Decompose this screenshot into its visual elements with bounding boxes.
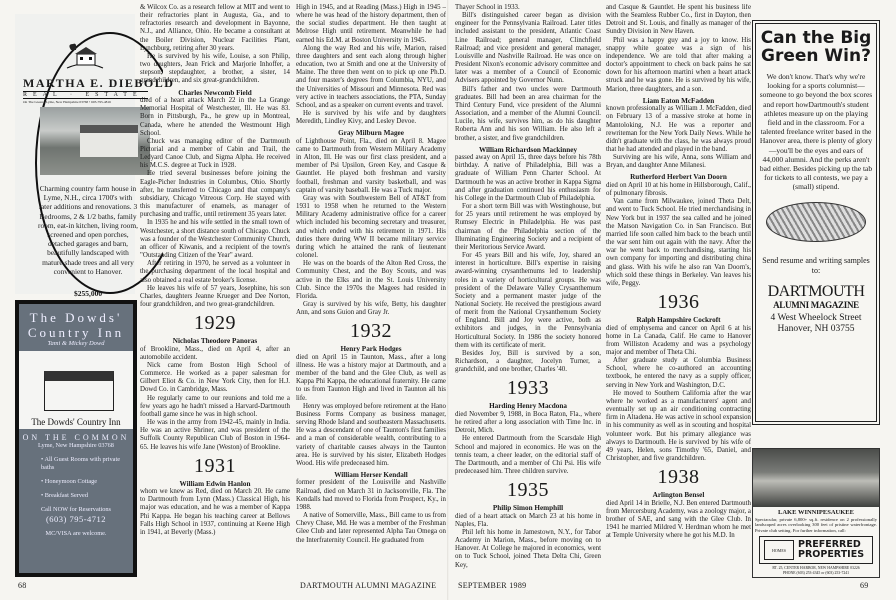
class-year-heading: 1929 (194, 312, 236, 335)
obituary-name: Arlington Bensel (652, 491, 705, 500)
obituary-paragraph: High in 1945, and at Reading (Mass.) High in 1945 – where he was head of the history department, then of the social studies department. He then taught at Melrose High until retirement. Meanwhile he had earned his Ed.M. at Boston University in 1945. (296, 4, 446, 44)
lake-house-photo (753, 449, 879, 507)
farmhouse-photo (40, 107, 150, 175)
obituary-paragraph: He regularly came to our reunions and told me a few years ago he hadn't missed a Harvard-Dartmouth football game since he was in high school. (140, 394, 290, 418)
magazine-address-2: Hanover, NH 03755 (777, 323, 855, 334)
page-number-left: 68 (18, 581, 27, 590)
obituary-paragraph: died of a heart attack on March 23 at his home in Naples, Fla. (455, 512, 601, 528)
dowds-title-1: The Dowds' (29, 310, 123, 325)
diebold-brand: MARTHA E. DIEBOLD (23, 76, 175, 90)
obituary-paragraph: He moved to Southern California after the war where he worked as a manufacturers' agent and eventually set up an air conditioning contracting firm in Altadena. He was active in school expansion in his community as well as in scouting and hospital volunteer work. But his primary allegiance was always to Dartmouth. He is survived by his wife of 49 years, Helen, sons Timothy '65, Daniel, and Christopher, and five grandchildren. (606, 389, 751, 462)
ad-send-instructions: Send resume and writing samples to: (762, 255, 870, 275)
obituary-paragraph: In 1935 he and his wife settled in the small town of Westchester, a short distance south of Chicago. Chuck was a founder of the Westchester Community Church, an officer of Kiwanis, and a recipient of the town's "Outstanding Citizen of the Year" award. (140, 219, 290, 260)
obituary-column-2 (296, 4, 446, 582)
feature-item: • All Guest Rooms with private baths (41, 456, 120, 471)
magazine-logo-line-2: ALUMNI MAGAZINE (773, 299, 859, 310)
obituary-name: Liam Eaton McFadden (642, 96, 715, 105)
obituary-paragraph: Surviving are his wife, Anna, sons William and Bryan, and daughter Anne Milanesi. (606, 154, 751, 170)
company-name-1: PREFERRED (798, 539, 861, 551)
obituary-paragraph: Thayer School in 1933. (455, 4, 520, 11)
obituary-paragraph: Nick came from Boston High School of Commerce. He worked as a paper salesman for Gilbert Eliot & Co. in New York City, then for H.J. Dowd Co. in Cambridge, Mass. (140, 361, 290, 394)
obituary-paragraph: Bill's distinguished career began as division engineer for the Pennsylvania Railroad. Later titles included assistant to the president, Atlantic Coast Line Railroad; general manager, Clinchfield Railroad; and vice president and general manager, Louisville and Nashville Railroad. He was once on President Nixon's economic advisory committee and later was a member of a Council of Economic Advisers appointed by Governor Nunn. (455, 12, 601, 85)
obituary-paragraph: passed away on April 15, three days before his 78th birthday. A native of Philadelphia, Bill was a graduate of William Penn Charter School. At Dartmouth he was an active brother in Kappa Sigma and after graduation continued his enthusiasm for his College in the Dartmouth Club of Philadelphia. (455, 154, 601, 202)
obituary-name: Charles Newcomb Field (178, 88, 252, 97)
class-year-heading: 1935 (507, 479, 549, 502)
obituary-column-1 (140, 4, 290, 582)
magazine-address-1: 4 West Wheelock Street (770, 312, 862, 323)
diebold-description: Charming country farm house in Lyme, N.H., circa 1700's with later additions and renovations. 3 Bedrooms, 2 & 1/2 baths, family room, eat-in kitchen, living room, screened and open porches, detached garages and barn, beautifully landscaped with mature shade trees and all very convenient to Hanover. (38, 184, 138, 276)
obituary-name: William Herser Kendall (334, 470, 408, 479)
obituary-paragraph: of Brookline, Mass., died on April 4, after an automobile accident. (140, 345, 290, 361)
dowds-location: Lyme, New Hampshire 03768 (38, 442, 114, 449)
obituary-paragraph: He is survived by his wife, Louise, a son Philip, two daughters, Jean Frick and Marjorie Inhoffer, a stepson, stepdaughter, a brother, a sister, 14 grandchildren, and six great-grandchildren. (140, 52, 290, 85)
obituary-name: Gray Milburn Magee (338, 129, 404, 138)
dowds-owners: Tami & Mickey Dowd (47, 340, 105, 347)
obituary-name: Henry Park Hodges (340, 345, 402, 354)
obituary-paragraph: died April 14 in Brielle, N.J. Ben entered Dartmouth from Mercersburg Academy, was a zoology major, a brother of SAE, and sang with the Glee Club. In 1941 he married Mildred V. Herdman whom he met at Temple University where he got his M.D. In (606, 499, 751, 540)
company-name-2: PROPERTIES (798, 549, 865, 561)
obituary-paragraph: Gray was with Southwestern Bell of AT&T from 1931 to 1958 when he returned to the Western Military Academy administrative office for a career which included his becoming secretary and treasurer, and which ended with his retirement in 1971. His duties there during WW II became military service during which he attained the rank of lieutenant colonel. (296, 194, 446, 260)
obituary-paragraph: & Wilcox Co. as a research fellow at MIT and went to their refractories plant in Augusta, Ga., and to refractories research and development in Bayonne, N.J., and Alliance, Ohio. He became a consultant at the Boiler Division, Nuclear Facilities Plant, Lynchburg, retiring after 30 years. (140, 4, 290, 52)
dowds-inn-name: The Dowds' Country Inn (31, 417, 121, 427)
ad-body: We don't know. That's why we're looking for a sports columnist—someone to go beyond the box scores and report howDartmouth's student athletes measure up on the playing field and in the classroom. For a talented freelance writer based in the Hanover area, there is plenty of glory—you'll be the eyes and ears of 44,000 alumni. And the perks aren't bad either. Besides picking up the tab for tickets to all contests, we pay a (small) stipend. (759, 72, 873, 192)
obituary-paragraph: died of a heart attack March 22 in the La Grange Memorial Hospital of Westchester, Ill. He was 83. Born in Pittsburgh, Pa., he grew up in Montreal, Canada, where he attended the Westmount High School. (140, 97, 290, 137)
obituary-paragraph: whom we knew as Red, died on March 20. He came to Dartmouth from Lynn (Mass.) Classical High, his major was education, and he was a member of Kappa Phi Kappa. He began his teaching career at Bellows Falls High School in 1937, continuing at Keene High in 1941, at Beverly (Mass.) (140, 488, 290, 536)
obituary-paragraph: died November 9, 1988, in Boca Raton, Fla., where he retired after a long association with Time Inc. in Detroit, Mich. (455, 410, 601, 435)
obituary-paragraph: Bill's father and two uncles were Dartmouth graduates. Bill had been an area chairman for the Third Century Fund, vice president of the Alumni Association, and a member of the Alumni Council. Lucile, his wife, survives him, as do his daughter Roberta Ann and his son William. He also left a brother, a sister, and five grandchildren. (455, 85, 601, 142)
house-logo-icon (63, 42, 107, 72)
obituary-column-4 (606, 4, 751, 582)
obituary-column-3 (455, 4, 601, 582)
lake-winnipesaukee-ad (752, 448, 880, 578)
obituary-paragraph: For 45 years Bill and his wife, Joy, shared an interest in horticulture. Bill's expertise in raising award-winning crysanthemums led to leadership roles in a variety of horticultural groups. He was president of the Delaware Valley Crysanthemum Society and a permanent master judge of the National Society. He received the prestigious award of merit from the National Crysanthemum Society of England. Bill and Joy were active, both as exhibitors and judges, in the Pennsylvania Horticultural Society. In 1986 the society honored them with its certificate of merit. (455, 252, 601, 349)
dowds-features (19, 456, 133, 500)
obituary-paragraph: For a short term Bill was with Westinghouse, but for 25 years until retirement he was employed by Rumsey Electric in Philadelphia. He was past chairman of the Philadelphia section of the Illuminating Engineering Society and a recipient of their Meritorious Service Award. (455, 203, 601, 251)
lake-ad-title: LAKE WINNIPESAUKEE (778, 509, 854, 516)
diebold-real-estate-ad (15, 14, 175, 298)
dowds-cards: MC/VISA are welcome. (45, 530, 107, 537)
obituary-paragraph: He is survived by his wife and by daughters Meredith, Lindley Kivy, and Lesley Devoe. (296, 110, 446, 126)
company-address: RT. 25, CENTER HARBOR, NEW HAMPSHIRE 03226 (772, 566, 860, 571)
class-year-heading: 1936 (657, 291, 700, 313)
magazine-logo-line-1: DARTMOUTH (767, 282, 865, 300)
obituary-paragraph: He leaves his wife of 57 years, Josephine, his son Charles, daughters Jeanne Krueger and Dee Norton, four grandchildren, and two great-grandchildren. (140, 284, 290, 308)
obituary-paragraph: Phil left his home in Jamestown, N.Y., for Tabor Academy in Marion, Mass., before moving on to Hanover. At College he majored in economics, went on to Tuck School, joined Theta Delta Chi, Green Key, (455, 528, 601, 569)
obituary-name: William Edwin Hanlon (179, 479, 251, 488)
feature-item: • Honeymoon Cottage (41, 478, 98, 485)
obituary-paragraph: died on April 10 at his home in Hillsborough, Calif., of pulmonary fibrosis. (606, 181, 751, 198)
ad-headline: Can the Big Green Win? (760, 28, 872, 66)
obituary-paragraph: He was on the boards of the Alton Red Cross, the Community Chest, and the Boy Scouts, and was active in the Elks and in the St. Louis University Club. Since the 1970s the Magees had resided in Florida. (296, 260, 446, 300)
homes-logo-icon: HOMES (764, 540, 794, 560)
obituary-paragraph: He tried several businesses before joining the Eagle-Picher Industries in Columbus, Ohio. Shortly after, he transferred to Chicago and that company's subsidiary, Chicago Vitreous Corp. He stayed with this manufacturer of enamels, as manager of purchasing and traffic, until retirement 35 years later. (140, 170, 290, 219)
dowds-tagline: ON THE COMMON (22, 433, 130, 442)
obituary-name: Harding Henry Macdona (489, 402, 567, 411)
class-year-heading: 1932 (350, 320, 392, 343)
obituary-paragraph: of Lighthouse Point, Fla., died on April 8. Magee came to Dartmouth from Western Military Academy in Alton, Ill. He was our first class president, and a member of Psi Upsilon, Green Key, and Casque & Gauntlet. He played both freshman and varsity football, freshman and varsity basketball, and was captain of varsity baseball. He was a Tuck major. (296, 137, 446, 194)
obituary-paragraph: After graduate study at Columbia Business School, where he co-authored an accounting textbook, he entered the navy as a supply officer, serving in New York and Washington, D.C. (606, 357, 751, 389)
footer-date: SEPTEMBER 1989 (458, 581, 527, 590)
diebold-price: $255,000 (73, 289, 103, 298)
page-number-right: 69 (860, 581, 869, 590)
class-year-heading: 1933 (507, 377, 549, 400)
obituary-paragraph: He entered Dartmouth from the Scarsdale High School and majored in economics. He was on the tennis team, a cheer leader, on the editorial staff of The Dartmouth, and a member of Chi Psi. His wife predeceased him. Three children survive. (455, 435, 601, 475)
obituary-paragraph: He was in the army from 1942-45, mainly in India. He was an active Shriner, and was president of the Suffolk County Republican Club of Boston in 1964-65. He leaves his wife Jane (Weston) of Brookline. (140, 419, 290, 451)
company-phone: PHONE (603) 253-4345 or (603) 253-7241 (782, 571, 850, 576)
sports-columnist-ad (752, 20, 880, 425)
obituary-paragraph: Van came from Milwaukee, joined Theta Delt, and went to Tuck School. He tried merchandising in New York but in 1937 the sea called and he joined the Matson Navigation Co. in San Francisco. But married life soon called him back to the beach until the war sent him out again with the navy. After the war he went back to merchandising, starting his own company for importing and distributing china and glass. With his wife he also ran Van Doorn's, which sold these things in Berkeley. Van leaves his wife, Peggy. (606, 198, 751, 287)
obituary-paragraph: Besides Joy, Bill is survived by a son, Richardson, a daughter, Jocelyn Turner, a grandchild, and one brother, Charles '40. (455, 349, 601, 374)
inn-illustration (19, 351, 133, 429)
obituary-paragraph: Phil was a happy guy and a joy to know. His snappy white goatee was a sign of his independence. We are told that after making a doctor's appointment to check on back pains he sat down for his afternoon martini when a heart attack struck and he was gone. He is survived by his wife, Marion, three daughters, and a son. (606, 36, 751, 93)
obituary-paragraph: known professionally as William J. McFadden, died on February 13 of a massive stroke at home in Mantoloking, N.J. He was a reporter and rewriteman for the New York Daily News. While he didn't graduate with the class, he was always proud that he had attended and played in the band. (606, 105, 751, 153)
obituary-paragraph: former president of the Louisville and Nashville Railroad, died on March 31 in Jacksonville, Fla. The Kendalls had moved to Florida from Prospect, Ky., in 1988. (296, 479, 446, 511)
preferred-properties-logo (759, 536, 873, 564)
lake-ad-description: Spectacular, private 6,800+ sq.ft. residence on 2 professionally landscaped acres overlooking 300 feet of pristine waterfrontage. Private club setting. For further information, call: (755, 517, 877, 533)
class-year-heading: 1938 (657, 466, 700, 489)
feature-item: • Breakfast Served (41, 492, 88, 499)
obituary-paragraph: A native of Somerville, Mass., Bill came to us from Chevy Chase, Md. He was a member of the Freshman Glee Club and later represented Alpha Tau Omega on the Interfraternity Council. He graduated from (296, 512, 446, 544)
obituary-name: Nicholas Theodore Panoras (172, 337, 258, 346)
obituary-name: Philip Simon Hemphill (492, 504, 564, 513)
dowds-inn-ad (15, 300, 137, 577)
obituary-paragraph: Henry was employed before retirement at the Hano Business Forms Company as business manager, serving Rhode Island and southeastern Massachusetts. He was a descendant of one of Taunton's first families and a man of considerable wealth, contributing to a variety of charitable causes always in the Taunton area. He is survived by his sister, Elizabeth Hodges Wood. His wife predeceased him. (296, 402, 446, 467)
dowds-call: Call NOW for Reservations (40, 506, 111, 513)
obituary-paragraph: Along the way Red and his wife, Marion, raised three daughters and sent each along through higher education, two at Smith and one at the University of Maine. The three then went on to pick up one Ph.D. and four master's degrees from Columbia, NYU, and the Universities of Missouri and Minnesota. Red was very active in teachers associations, the PTA, Sunday School, and as a speaker on current events and travel. (296, 44, 446, 109)
obituary-name: Ralph Hampshire Cockroft (636, 316, 721, 324)
obituary-name: Rutherford Herbert Van Doorn (630, 173, 727, 182)
diebold-subtitle: REAL · ESTATE (23, 91, 148, 99)
football-helmet-illustration (766, 202, 866, 242)
obituary-paragraph: died of emphysema and cancer on April 6 at his home in La Canada, Calif. He came to Hanover from Williston Academy and was a psychology major and member of Theta Chi. (606, 324, 751, 356)
footer-magazine-name: DARTMOUTH ALUMNI MAGAZINE (300, 581, 437, 590)
obituary-paragraph: and Casque & Gauntlet. He spent his business life with the Seamless Rubber Co., first in Dayton, then Detroit and St. Louis, and finally as manager of the Sundry Division in New Haven. (606, 4, 751, 36)
obituary-paragraph: Chuck was managing editor of the Dartmouth Pictorial and a member of Cabin and Trail, the Ledyard Canoe Club, and Sigma Alpha. He received his M.C.S. degree at Tuck in 1928. (140, 137, 290, 170)
page-fold (447, 0, 449, 600)
dowds-phone: (603) 795-4712 (45, 514, 107, 524)
obituary-paragraph: Gray is survived by his wife, Betty, his daughter Ann, and sons Guion and Gray Jr. (296, 300, 446, 317)
class-year-heading: 1931 (194, 454, 236, 477)
obituary-paragraph: died on April 15 in Taunton, Mass., after a long illness. He was a history major at Dartmouth, and a member of the band and the Glee Club, as well as Kappa Phi Kappa, the educational fraternity. He came to us from Taunton High and lived in Taunton all his life. (296, 353, 446, 402)
obituary-paragraph: After retiring in 1970, he served as a volunteer in the purchasing department of the local hospital and also obtained a real estate broker's license. (140, 260, 290, 284)
obituary-name: William Richardson Mackinney (478, 145, 578, 154)
dowds-title-2: Country Inn (27, 325, 125, 340)
diebold-address: On The Green • Lyme, New Hampshire 03768 • 603-795-4816 (23, 100, 111, 104)
